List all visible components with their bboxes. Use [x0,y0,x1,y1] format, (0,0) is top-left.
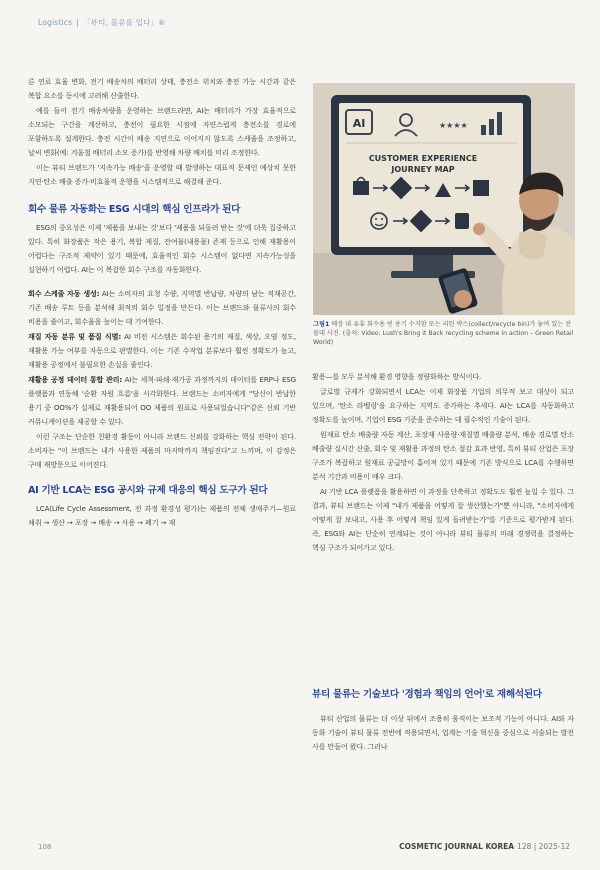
phone-icon [455,213,469,229]
stars-rating: ★★★★ [439,121,468,130]
section-heading: 회수 물류 자동화는 ESG 시대의 핵심 인프라가 된다 [28,204,241,215]
paragraph: 예를 들어 전기 배송차량을 운영하는 브랜드라면, AI는 배터리가 가장 효율적으로 소모되는 구간을 계산하고, 충전이 필요한 시점에 자연스럽게 충전소를 경로에 포함하도록 설계한다. 충전 시간이 배송 지연으로 이어지지 않도록 스케줄을 조정하고, 날씨 변화(예: 겨울철 배터리 소모 증가)를 반영해 차량 배치를 미리 조정한다. [28,106,296,157]
paragraph: AI 기반 LCA 플랫폼을 활용하면 이 과정을 단축하고 정확도도 훨씬 높일 수 있다. 그 결과, 뷰티 브랜드는 이제 "내가 제품을 어떻게 잘 생산했는가"뿐 아니라, "소비자에게 어떻게 잘 보내고, 사용 후 어떻게 책임 있게 돌려받는가"를 기준으로 평가받게 된다. 즉, ESG와 AI는 단순히 연계되는 것이 아니라 뷰티 물류의 미래 경쟁력을 결정하는 핵심 구조가 되어가고 있다. [312,487,574,552]
magazine-name: COSMETIC JOURNAL KOREA [399,842,515,851]
header-section: Logistics [38,18,73,27]
caption-text: 매장 내 유휴 회수용 빈 용기 수거함 또는 리턴 박스(collect/recycle bin)가 놓여 있는 전물대 사진. (출처: Video: Lush's Bring it Back recycling scheme in action – Green Retail World) [313,321,574,346]
right-column-bottom [312,712,574,754]
paragraph: 이런 구조는 단순한 친환경 활동이 아니라 브랜드 신뢰를 강화하는 핵심 전략이 된다. 소비자는 "이 브랜드는 내가 사용한 제품의 마지막까지 책임진다"고 느끼며, 이 감정은 구매 재방문으로 이어진다. [28,432,296,469]
list-item [28,287,296,329]
left-column [28,75,296,530]
section-heading: AI 기반 LCA는 ESG 공시와 규제 대응의 핵심 도구가 된다 [28,485,268,496]
magazine-footer [399,842,570,851]
item-lead: 재활용 공정 데이터 통합 관리: [28,375,123,384]
list-item [28,330,296,372]
list-item [28,373,296,429]
journey-map-title-1: CUSTOMER EXPERIENCE [368,154,478,163]
figure-caption [313,320,575,347]
issue-label: 128 | 2025-12 [517,842,570,851]
header-series: 「뷰티, 물류를 입다」⑥ [82,18,166,27]
paragraph: 뷰티 산업의 물류는 더 이상 뒤에서 조용히 움직이는 보조적 기능이 아니다. AI와 자동화 기술이 뷰티 물류 전반에 적용되면서, 업계는 기술 혁신을 중심으로 서술되는 발전사를 만들어 왔다. 그러나 [312,714,574,751]
figure-illustration [313,83,575,315]
ai-label: AI [352,117,366,130]
figure-svg [313,83,575,315]
paragraph: 원재료 탄소 배출량 자동 계산, 포장재 사용량·재질별 배출량 분석, 배송 경로별 탄소 배출량 실시간 산출, 회수 및 재활용 과정의 탄소 절감 효과 반영, 특히 뷰티 산업은 포장 구조가 복잡하고 원재료 공급망이 흩어져 있기 때문에 기존 방식으로 LCA를 수행하면 분석 기간과 비용이 매우 크다. [312,430,574,481]
section-heading: 뷰티 물류는 기술보다 '경험과 책임의 언어'로 재해석된다 [312,689,542,700]
item-text: AI는 소비자의 요청 수량, 지역별 반납량, 차량의 남는 적재공간, 기존 배송 루트 등을 분석해 최적의 회수 일정을 만든다. 이는 브랜드와 물류사의 회수 비용을 줄이고, 회수율을 높이는 데 기여한다. [28,289,297,326]
journey-map-title-2: JOURNEY MAP [391,165,455,174]
paragraph: 글로벌 규제가 강화되면서 LCA는 이제 화장품 기업의 의무적 보고 대상이 되고 있으며, '탄소 라벨링'을 요구하는 지역도 증가하는 추세다. AI는 LCA를 자동화하고 정확도를 높이며, 기업이 ESG 기준을 준수하는 데 필수적인 기술이 된다. [312,387,574,424]
caption-label: 그림1 [313,321,330,328]
paragraph: ESG의 중요성은 이제 '제품을 보내는 것'보다 '제품을 되돌려 받는 것'에 더욱 집중하고 있다. 특히 화장품은 작은 용기, 복합 재질, 잔여물(내용물) 존재 등으로 인해 재활용이 어렵다는 구조적 제약이 있기 때문에, 효율적인 회수 시스템이 없다면 지속가능성을 실현하기 어렵다. AI는 이 복잡한 회수 구조를 자동화한다. [28,223,296,274]
section-3 [312,688,574,708]
running-header [38,17,165,28]
paragraph: LCA(Life Cycle Assessment, 전 과정 환경성 평가)는 제품의 전체 생애주기—원료 채취 → 생산 → 포장 → 배송 → 사용 → 폐기 → 재 [28,504,296,527]
item-lead: 회수 스케줄 자동 생성: [28,289,100,298]
cube-icon [473,180,489,196]
paragraph: 이는 뷰티 브랜드가 '지속가능 배송'을 운영할 때 발생하는 대표적 문제인 예상치 못한 지연·탄소 배출 증가·비효율적 운행을 시스템적으로 해결해 준다. [28,163,296,186]
paragraph: 른 연료 효율 변화, 전기 배송차의 배터리 상태, 충전소 위치와 충전 가능 시간과 같은 복합 요소를 동시에 고려해 산출한다. [28,77,296,100]
paragraph: 활용—를 모두 분석해 환경 영향을 정량화하는 방식이다. [312,372,482,381]
page-number: 108 [38,843,52,851]
item-lead: 재질 자동 분류 및 품질 식별: [28,332,122,341]
item-text: AI는 세척·파쇄·재가공 과정까지의 데이터를 ERP나 ESG 플랫폼과 연동해 '순환 자원 흐름'을 시각화한다. 브랜드는 소비자에게 "당신이 반납한 용기 중 OO%가 실제로 재활용되어 OO 제품의 원료로 사용되었습니다"같은 신뢰 기반 커뮤니케이션을 제공할 수 있다. [28,375,296,426]
right-column [312,370,574,555]
item-text: AI 비전 시스템은 회수된 용기의 재질, 색상, 오염 정도, 재활용 가능 여부를 자동으로 판별한다. 이는 기존 수작업 분류보다 훨씬 정확도가 높고, 재활용 공정에서 불필요한 손실을 줄인다. [28,332,296,369]
header-separator: | [76,18,79,27]
